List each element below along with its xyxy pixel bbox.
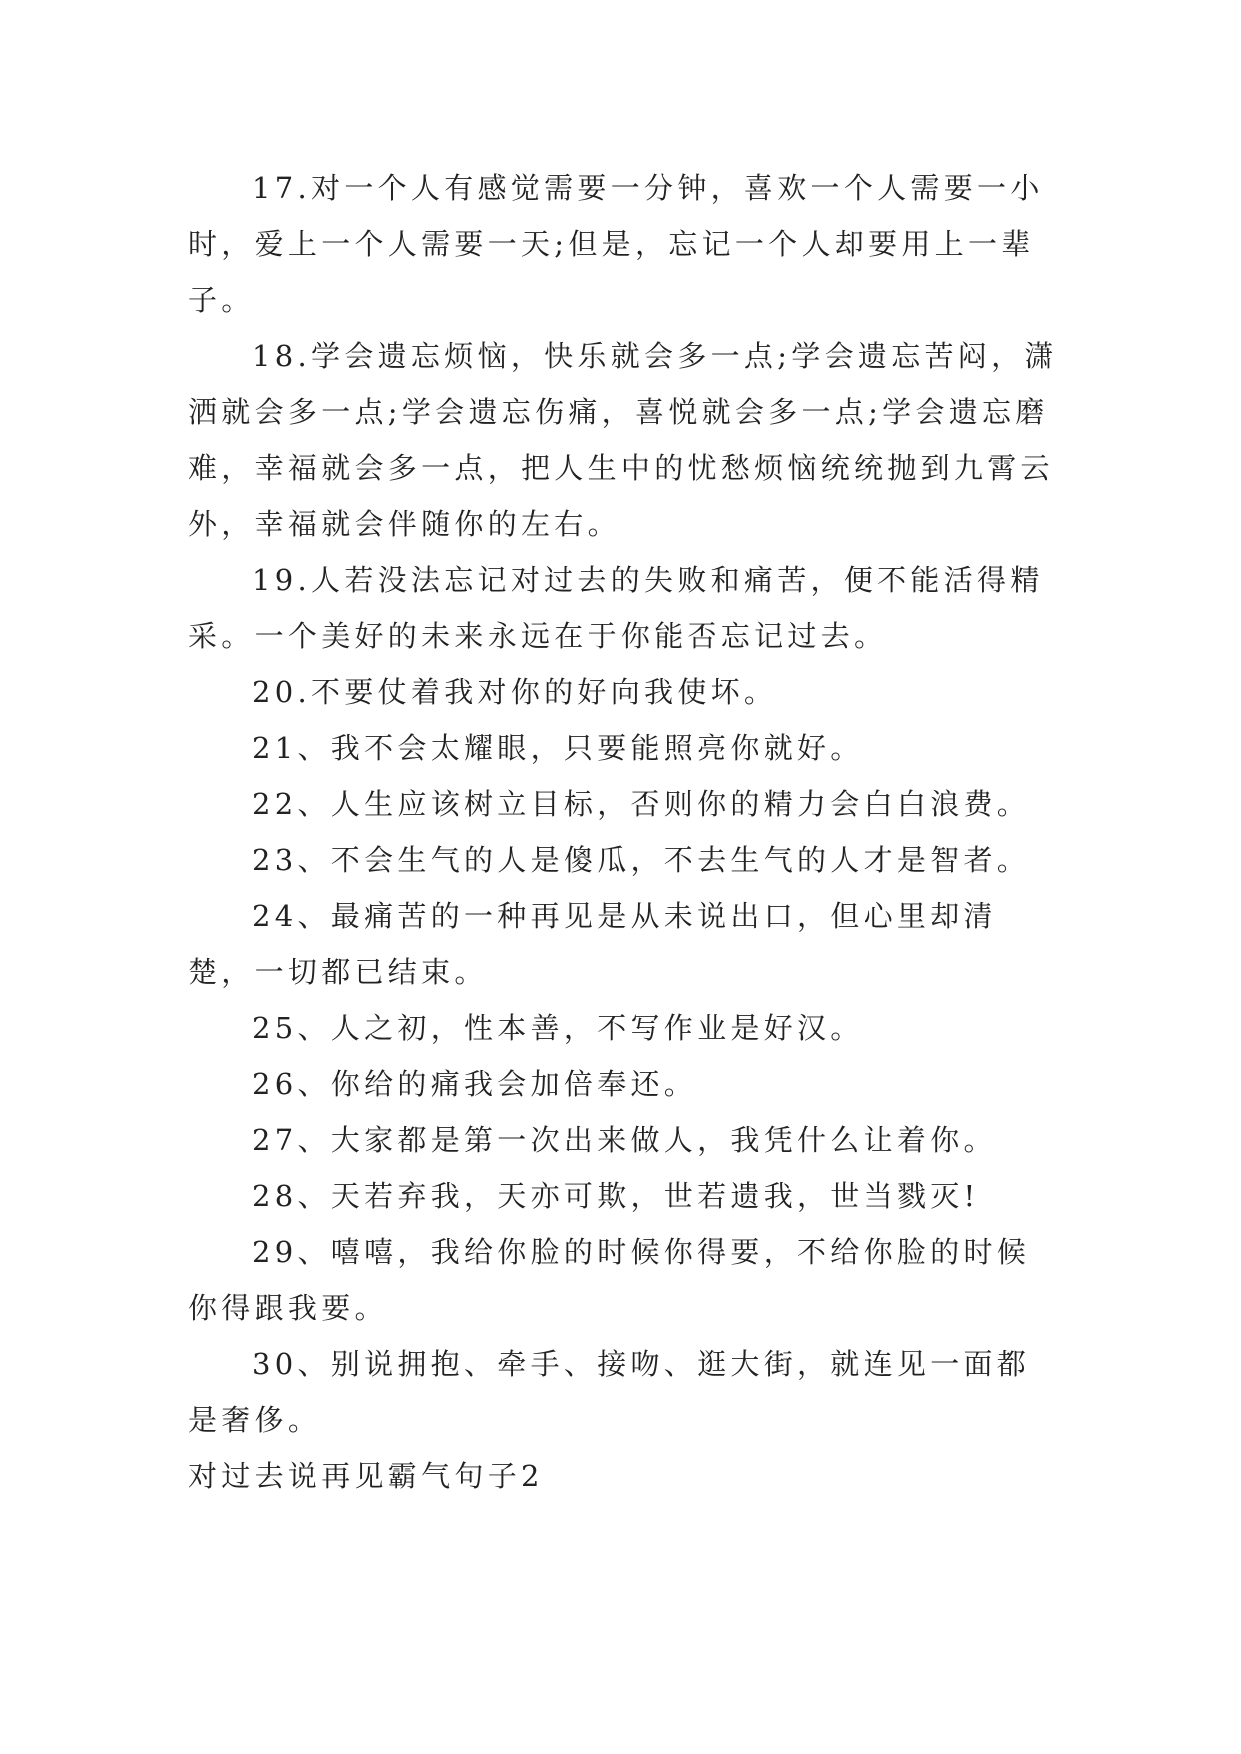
paragraph-25: 25、人之初，性本善，不写作业是好汉。 — [252, 1011, 864, 1045]
paragraph-30: 30、别说拥抱、牵手、接吻、逛大街，就连见一面都是奢侈。 — [188, 1347, 1031, 1437]
paragraph-26: 26、你给的痛我会加倍奉还。 — [252, 1067, 698, 1101]
paragraph-18: 18.学会遗忘烦恼，快乐就会多一点;学会遗忘苦闷，潇洒就会多一点;学会遗忘伤痛，喜悦就会多一点;学会遗忘磨难，幸福就会多一点，把人生中的忧愁烦恼统统抛到九霄云外，幸福就会伴随你的左右。 — [188, 339, 1058, 541]
paragraph-20: 20.不要仗着我对你的好向我使坏。 — [252, 675, 778, 709]
paragraph-27: 27、大家都是第一次出来做人，我凭什么让着你。 — [252, 1123, 997, 1157]
paragraph-23: 23、不会生气的人是傻瓜，不去生气的人才是智者。 — [252, 843, 1031, 877]
paragraph-19: 19.人若没法忘记对过去的失败和痛苦，便不能活得精采。一个美好的未来永远在于你能否忘记过去。 — [188, 563, 1044, 653]
paragraph-24: 24、最痛苦的一种再见是从未说出口，但心里却清楚，一切都已结束。 — [188, 899, 997, 989]
paragraph-17: 17.对一个人有感觉需要一分钟，喜欢一个人需要一小时，爱上一个人需要一天;但是，忘记一个人却要用上一辈子。 — [188, 171, 1044, 317]
document-page — [188, 160, 1058, 1504]
paragraph-28: 28、天若弃我，天亦可欺，世若遗我，世当戮灭! — [252, 1179, 980, 1213]
paragraph-21: 21、我不会太耀眼，只要能照亮你就好。 — [252, 731, 864, 765]
paragraph-22: 22、人生应该树立目标，否则你的精力会白白浪费。 — [252, 787, 1031, 821]
paragraph-29: 29、嘻嘻，我给你脸的时候你得要，不给你脸的时候你得跟我要。 — [188, 1235, 1031, 1325]
section-heading: 对过去说再见霸气句子2 — [188, 1459, 544, 1493]
